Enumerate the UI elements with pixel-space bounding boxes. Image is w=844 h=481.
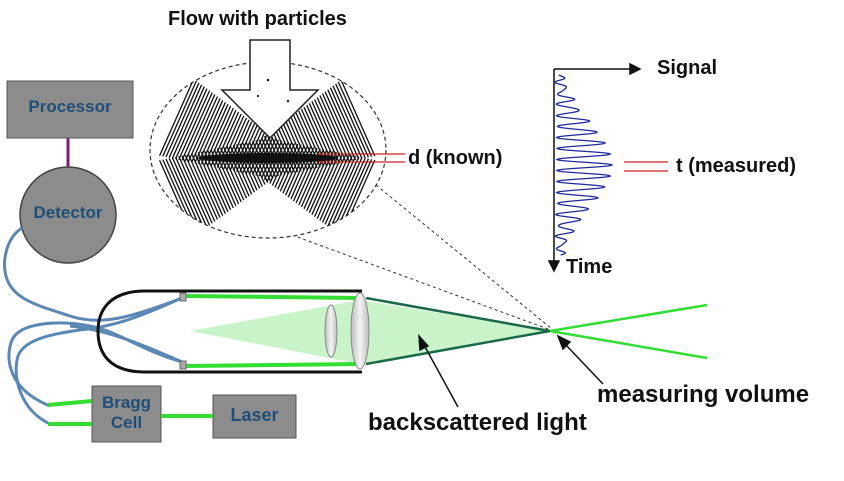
signal-waveform: [555, 75, 612, 255]
bragg-cell-label-line2: Cell: [110, 413, 143, 432]
fringe-spacing-label: d (known): [408, 147, 503, 169]
time-axis-label: Time: [566, 256, 613, 278]
fringe-core: [198, 153, 338, 163]
detector-label: Detector: [33, 203, 103, 222]
bragg-cell-label: [92, 393, 161, 433]
period-label: t (measured): [676, 155, 797, 177]
signal-axis-label: Signal: [657, 57, 718, 79]
backscattered-light-label: backscattered light: [368, 409, 587, 436]
period-marker: [624, 162, 668, 171]
measuring-volume-label: measuring volume: [597, 381, 810, 408]
diagram-title: Flow with particles: [168, 8, 347, 30]
bragg-cell-label-line1: Bragg: [101, 393, 152, 412]
processor-label: Processor: [28, 97, 112, 116]
fiber-connectors: [180, 293, 186, 369]
large-lens: [351, 293, 369, 369]
small-lens: [325, 305, 337, 357]
laser-label: Laser: [230, 405, 279, 425]
